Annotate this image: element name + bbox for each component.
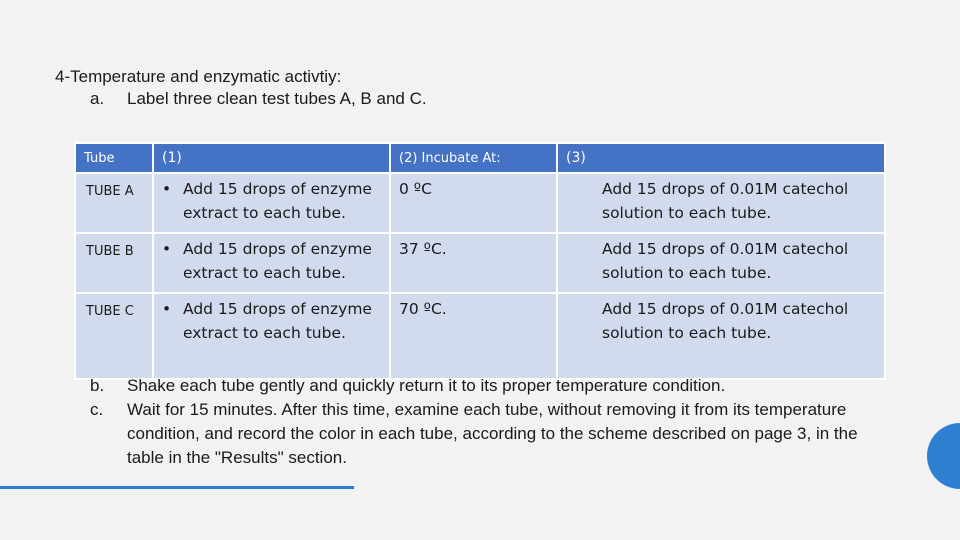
header-incubate: (2) Incubate At:	[390, 143, 557, 173]
tube-label: TUBE B	[75, 233, 153, 293]
step-b	[90, 374, 870, 398]
header-step-3: (3)	[557, 143, 885, 173]
step-1-text: Add 15 drops of enzyme extract to each tube.	[183, 240, 372, 282]
header-tube: Tube	[75, 143, 153, 173]
step-marker: c.	[90, 400, 104, 419]
step-text: Shake each tube gently and quickly return it to its proper temperature condition.	[127, 376, 726, 395]
step-marker: a.	[90, 89, 105, 108]
table-row	[75, 293, 885, 379]
step-text: Wait for 15 minutes. After this time, examine each tube, without removing it from its temperature condition, and record the color in each tube, according to the scheme described on page 3, in the table in the "Results" section.	[127, 400, 858, 467]
step-1-text: Add 15 drops of enzyme extract to each tube.	[183, 300, 372, 342]
table-header-row	[75, 143, 885, 173]
temperature-cell: 37 ºC.	[390, 233, 557, 293]
step-3-cell: Add 15 drops of 0.01M catechol solution to each tube.	[557, 233, 885, 293]
accent-bar	[0, 486, 354, 489]
bullet-icon: •	[162, 180, 172, 198]
bullet-icon: •	[162, 240, 172, 258]
step-1-cell	[153, 293, 390, 379]
temperature-cell: 70 ºC.	[390, 293, 557, 379]
step-1-cell	[153, 233, 390, 293]
step-list-a	[90, 87, 427, 111]
step-c	[90, 398, 870, 470]
bullet-icon: •	[162, 300, 172, 318]
table-row	[75, 233, 885, 293]
step-a	[90, 87, 427, 111]
temperature-cell: 0 ºC	[390, 173, 557, 233]
table-row	[75, 173, 885, 233]
step-3-cell: Add 15 drops of 0.01M catechol solution to each tube.	[557, 293, 885, 379]
tube-label: TUBE A	[75, 173, 153, 233]
step-marker: b.	[90, 376, 105, 395]
tube-label: TUBE C	[75, 293, 153, 379]
step-1-text: Add 15 drops of enzyme extract to each tube.	[183, 180, 372, 222]
step-list-bc	[90, 374, 870, 470]
step-text: Label three clean test tubes A, B and C.	[127, 89, 427, 108]
slide-title: 4-Temperature and enzymatic activtiy:	[55, 67, 342, 86]
procedure-table	[74, 142, 886, 380]
step-3-cell: Add 15 drops of 0.01M catechol solution to each tube.	[557, 173, 885, 233]
accent-circle	[927, 423, 960, 489]
header-step-1: (1)	[153, 143, 390, 173]
step-1-cell	[153, 173, 390, 233]
